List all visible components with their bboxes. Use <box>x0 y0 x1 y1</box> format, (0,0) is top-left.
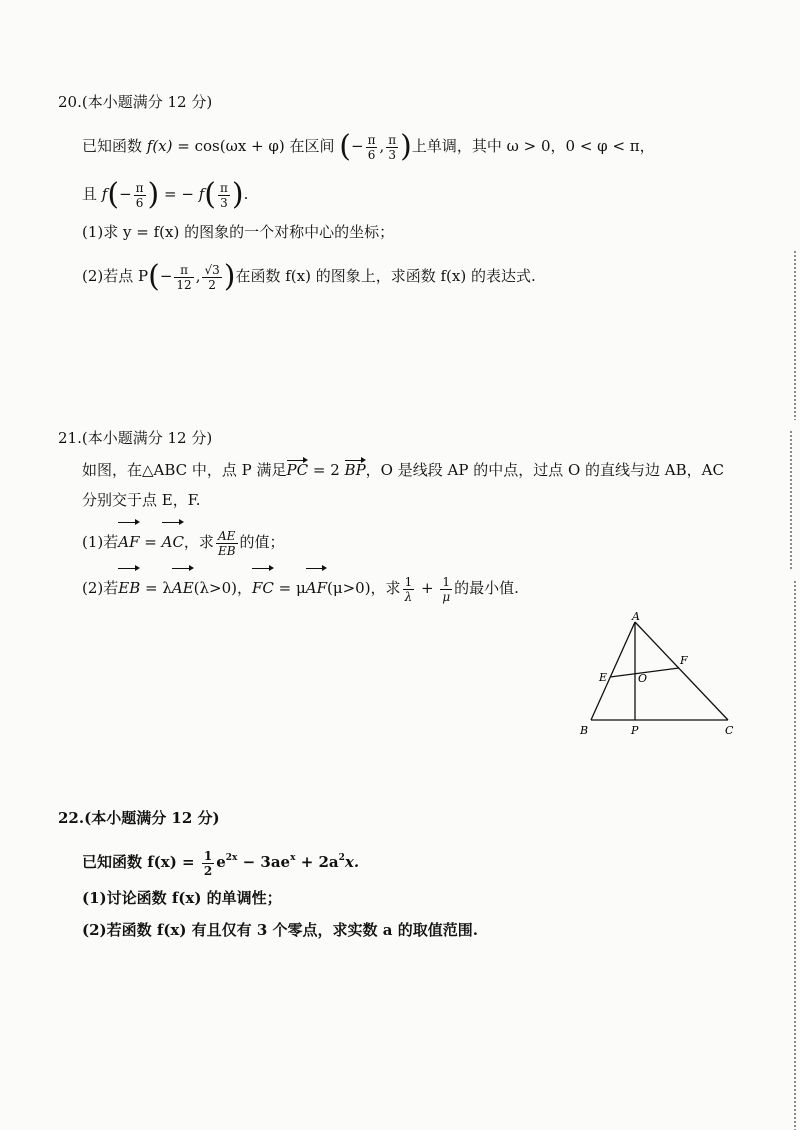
vector-ae: AE <box>172 568 194 608</box>
q22-part1: (1)讨论函数 f(x) 的单调性； <box>82 889 282 907</box>
q21-part2: (2)若EB = λAE(λ>0)，FC = μAF(μ>0)，求 $\frac{1}{\lambda}$ + $\frac{1}{\mu}$ 的最小值. <box>82 568 519 608</box>
vector-eb: EB <box>118 568 140 608</box>
scan-edge-strip <box>793 580 798 1130</box>
fraction: $\frac{\pi}{3}$ <box>388 132 397 162</box>
vector-af: AF <box>306 568 327 608</box>
label-o: O <box>638 672 648 685</box>
q21-part1: (1)若AF = AC，求 $\frac{AE}{EB}$ 的值； <box>82 522 285 562</box>
vector-fc: FC <box>252 568 274 608</box>
q22-part2: (2)若函数 f(x) 有且仅有 3 个零点，求实数 a 的取值范围. <box>82 921 478 939</box>
q20-header: 20.(本小题满分 12 分) <box>58 93 213 111</box>
fraction: $\frac{AE}{EB}$ <box>217 528 236 558</box>
q22-stem: 已知函数 f(x) = $\frac{1}{2}$ $e^{2x} - 3ae^x + 2a^2x$. <box>82 848 360 878</box>
fraction: $\frac{\pi}{12}$ <box>176 262 192 292</box>
q21-header: 21.(本小题满分 12 分) <box>58 429 213 447</box>
vector-bp: BP <box>344 461 366 479</box>
fraction: $\frac{√3}{2}$ <box>204 262 220 292</box>
scan-edge-strip <box>789 430 794 570</box>
q20-stem: 已知函数 f(x) = cos(ωx + φ) 在区间 (− $\frac{\pi}{6}$ , $\frac{\pi}{3}$ )上单调，其中 ω > 0，0 < φ < π， <box>82 129 655 164</box>
label-c: C <box>725 724 734 737</box>
label-a: A <box>632 610 640 623</box>
label-p: P <box>631 724 639 737</box>
fraction: $\frac{\pi}{6}$ <box>367 132 376 162</box>
label-b: B <box>580 724 589 737</box>
vector-pc: PC <box>286 461 309 479</box>
label-f: F <box>680 654 688 667</box>
q20-part1: (1)求 y = f(x) 的图象的一个对称中心的坐标； <box>82 223 395 241</box>
fraction: $\frac{\pi}{3}$ <box>219 180 228 210</box>
fraction: $\frac{\pi}{6}$ <box>135 180 144 210</box>
fraction: $\frac{1}{2}$ <box>203 848 213 878</box>
vector-ac: AC <box>162 522 184 562</box>
q20-condition: 且 f(− $\frac{\pi}{6}$ ) = − f( $\frac{\pi}{3}$ ). <box>82 177 249 212</box>
q22-header: 22.(本小题满分 12 分) <box>58 809 220 827</box>
q21-line1: 如图，在△ABC 中，点 P 满足PC = 2 BP，O 是线段 AP 的中点，过点 O 的直线与边 AB，AC <box>82 461 724 479</box>
label-e: E <box>599 671 608 684</box>
triangle-figure <box>575 610 745 740</box>
q21-line2: 分别交于点 E，F. <box>82 491 201 509</box>
fraction: $\frac{1}{\mu}$ <box>442 574 451 604</box>
vector-af: AF <box>118 522 139 562</box>
q20-part2: (2)若点 P(− $\frac{\pi}{12}$ , $\frac{√3}{2}$ )在函数 f(x) 的图象上，求函数 f(x) 的表达式. <box>82 259 536 294</box>
scan-edge-strip <box>793 250 798 420</box>
fraction: $\frac{1}{\lambda}$ <box>404 574 413 604</box>
